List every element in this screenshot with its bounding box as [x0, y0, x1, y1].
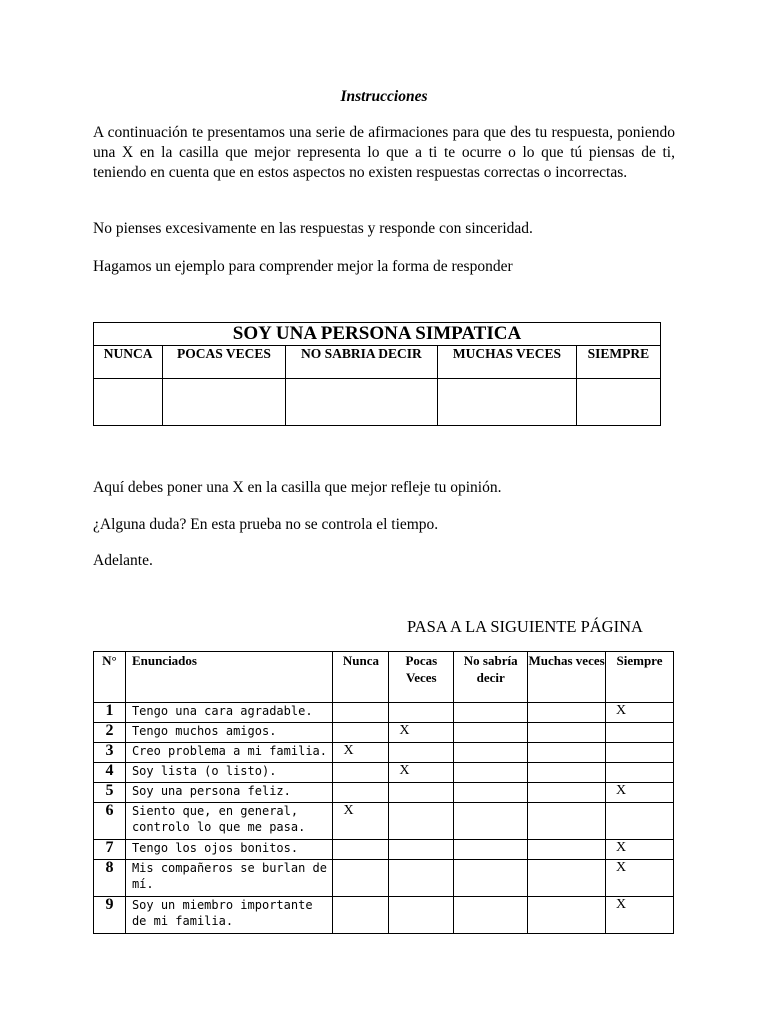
header-muchas-veces: Muchas veces — [528, 652, 606, 703]
cell-nunca[interactable] — [333, 783, 389, 803]
row-statement: Soy una persona feliz. — [125, 783, 333, 803]
row-statement: Creo problema a mi familia. — [125, 743, 333, 763]
cell-no-sabria-decir[interactable] — [454, 860, 528, 897]
table-row — [94, 763, 674, 783]
row-number: 5 — [94, 783, 126, 803]
header-no-sabria-decir: No sabría decir — [454, 652, 528, 703]
cell-pocas-veces[interactable] — [389, 783, 454, 803]
cell-siempre[interactable]: X — [606, 860, 674, 897]
example-col-siempre: SIEMPRE — [576, 346, 660, 379]
cell-nunca[interactable] — [333, 723, 389, 743]
cell-muchas-veces[interactable] — [528, 840, 606, 860]
cell-siempre[interactable]: X — [606, 783, 674, 803]
example-answer-cell[interactable] — [438, 379, 576, 426]
cell-no-sabria-decir[interactable] — [454, 840, 528, 860]
header-statements: Enunciados — [125, 652, 333, 703]
example-col-nunca: NUNCA — [94, 346, 163, 379]
cell-pocas-veces[interactable]: X — [389, 723, 454, 743]
question-paragraph: ¿Alguna duda? En esta prueba no se controla el tiempo. — [93, 516, 439, 533]
cell-siempre[interactable]: X — [606, 897, 674, 934]
cell-muchas-veces[interactable] — [528, 803, 606, 840]
row-statement: Mis compañeros se burlan de mí. — [125, 860, 333, 897]
row-number: 4 — [94, 763, 126, 783]
cell-nunca[interactable] — [333, 860, 389, 897]
cell-siempre[interactable]: X — [606, 703, 674, 723]
table-row — [94, 723, 674, 743]
go-ahead-paragraph: Adelante. — [93, 552, 153, 569]
cell-nunca[interactable]: X — [333, 803, 389, 840]
example-col-no-sabria-decir: NO SABRIA DECIR — [285, 346, 438, 379]
header-number: N° — [94, 652, 126, 703]
cell-pocas-veces[interactable] — [389, 860, 454, 897]
cell-siempre[interactable] — [606, 763, 674, 783]
row-number: 2 — [94, 723, 126, 743]
cell-no-sabria-decir[interactable] — [454, 703, 528, 723]
row-number: 8 — [94, 860, 126, 897]
example-table — [93, 322, 661, 426]
cell-muchas-veces[interactable] — [528, 723, 606, 743]
row-statement: Siento que, en general, controlo lo que me pasa. — [125, 803, 333, 840]
cell-pocas-veces[interactable] — [389, 743, 454, 763]
table-row — [94, 743, 674, 763]
cell-pocas-veces[interactable] — [389, 840, 454, 860]
cell-siempre[interactable] — [606, 743, 674, 763]
table-row — [94, 860, 674, 897]
cell-siempre[interactable]: X — [606, 840, 674, 860]
cell-no-sabria-decir[interactable] — [454, 743, 528, 763]
cell-no-sabria-decir[interactable] — [454, 803, 528, 840]
cell-muchas-veces[interactable] — [528, 743, 606, 763]
cell-pocas-veces[interactable]: X — [389, 763, 454, 783]
table-row — [94, 803, 674, 840]
example-answer-cell[interactable] — [576, 379, 660, 426]
row-number: 9 — [94, 897, 126, 934]
example-col-muchas-veces: MUCHAS VECES — [438, 346, 576, 379]
cell-muchas-veces[interactable] — [528, 783, 606, 803]
cell-no-sabria-decir[interactable] — [454, 783, 528, 803]
cell-no-sabria-decir[interactable] — [454, 763, 528, 783]
cell-muchas-veces[interactable] — [528, 897, 606, 934]
example-col-pocas-veces: POCAS VECES — [163, 346, 285, 379]
header-siempre: Siempre — [606, 652, 674, 703]
table-row — [94, 783, 674, 803]
row-number: 1 — [94, 703, 126, 723]
cell-nunca[interactable] — [333, 703, 389, 723]
page-title: Instrucciones — [340, 88, 428, 105]
table-row — [94, 897, 674, 934]
row-number: 3 — [94, 743, 126, 763]
row-statement: Soy un miembro importante de mi familia. — [125, 897, 333, 934]
cell-siempre[interactable] — [606, 803, 674, 840]
row-statement: Tengo los ojos bonitos. — [125, 840, 333, 860]
sincerity-paragraph: No pienses excesivamente en las respuestas y responde con sinceridad. — [93, 220, 533, 237]
cell-siempre[interactable] — [606, 723, 674, 743]
header-pocas-veces: Pocas Veces — [389, 652, 454, 703]
example-answer-cell[interactable] — [163, 379, 285, 426]
cell-pocas-veces[interactable] — [389, 803, 454, 840]
example-table-heading: SOY UNA PERSONA SIMPATICA — [94, 323, 661, 346]
cell-pocas-veces[interactable] — [389, 703, 454, 723]
row-statement: Tengo una cara agradable. — [125, 703, 333, 723]
cell-no-sabria-decir[interactable] — [454, 897, 528, 934]
row-statement: Soy lista (o listo). — [125, 763, 333, 783]
cell-no-sabria-decir[interactable] — [454, 723, 528, 743]
instruction-paragraph: Aquí debes poner una X en la casilla que mejor refleje tu opinión. — [93, 479, 502, 496]
row-number: 6 — [94, 803, 126, 840]
header-nunca: Nunca — [333, 652, 389, 703]
row-statement: Tengo muchos amigos. — [125, 723, 333, 743]
cell-nunca[interactable] — [333, 897, 389, 934]
example-answer-cell[interactable] — [94, 379, 163, 426]
table-row — [94, 840, 674, 860]
cell-muchas-veces[interactable] — [528, 860, 606, 897]
cell-nunca[interactable] — [333, 763, 389, 783]
intro-paragraph: A continuación te presentamos una serie de afirmaciones para que des tu respuesta, poniendo una X en la casilla que mejor representa lo que a ti te ocurre o lo que tú piensas de ti, teniendo en cuenta que en estos aspectos no existen respuestas correctas o incorrectas. — [93, 124, 675, 181]
cell-nunca[interactable] — [333, 840, 389, 860]
row-number: 7 — [94, 840, 126, 860]
example-intro-paragraph: Hagamos un ejemplo para comprender mejor la forma de responder — [93, 258, 513, 275]
next-page-notice: PASA A LA SIGUIENTE PÁGINA — [407, 617, 643, 636]
example-answer-cell[interactable] — [285, 379, 438, 426]
table-row — [94, 703, 674, 723]
cell-muchas-veces[interactable] — [528, 763, 606, 783]
cell-muchas-veces[interactable] — [528, 703, 606, 723]
cell-pocas-veces[interactable] — [389, 897, 454, 934]
cell-nunca[interactable]: X — [333, 743, 389, 763]
questionnaire-table — [93, 651, 674, 934]
